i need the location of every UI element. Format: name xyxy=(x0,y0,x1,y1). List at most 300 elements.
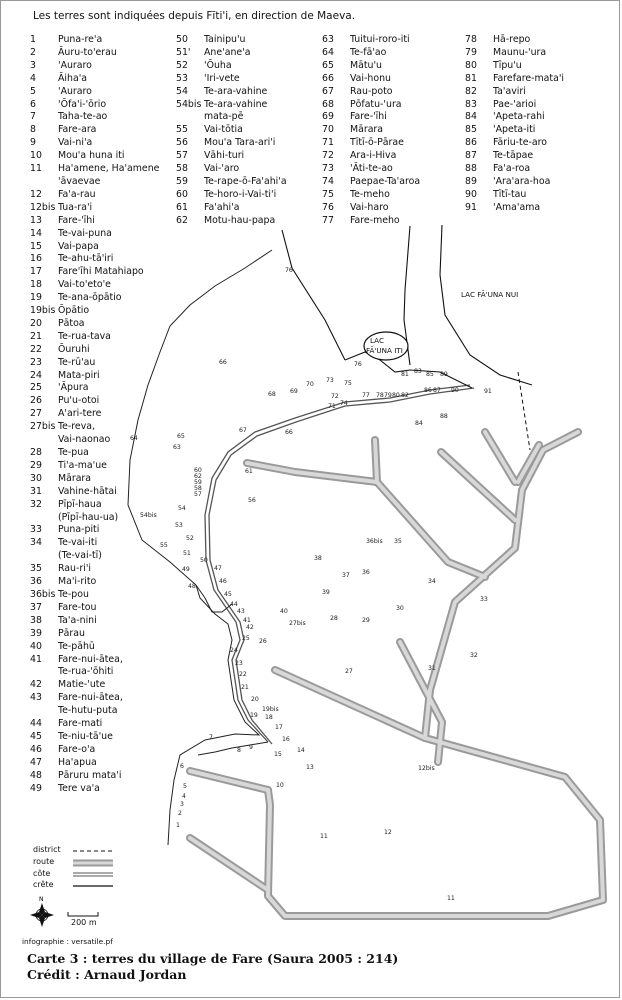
land-name: Mou'a huna iti xyxy=(58,150,125,162)
map-land-label: 70 xyxy=(306,381,314,388)
land-name: Fāriu-te-aro xyxy=(493,137,548,149)
land-name: Vai-ni'a xyxy=(58,137,93,149)
road-spur-4 xyxy=(375,440,485,577)
map-land-label: 54bis xyxy=(140,512,157,519)
map-land-label: 39 xyxy=(322,589,330,596)
land-number: 54 xyxy=(176,85,188,97)
map-land-label: 83 xyxy=(414,368,422,375)
land-number: 29 xyxy=(30,459,42,471)
land-name: Rau-poto xyxy=(350,85,393,97)
land-name: Mata-piri xyxy=(58,369,100,381)
land-name: Fa'ahi'a xyxy=(204,201,240,213)
land-name: Fare-ara xyxy=(58,124,97,136)
land-name: Vai-haro xyxy=(350,201,389,213)
legend-lines xyxy=(73,851,113,886)
land-name: Mārara xyxy=(350,124,384,136)
map-land-label: 87 xyxy=(433,387,441,394)
map-land-label: 28 xyxy=(330,615,338,622)
map-land-label: 1 xyxy=(176,822,180,829)
land-name: Ha'apua xyxy=(58,756,97,768)
land-number: 73 xyxy=(322,163,334,175)
land-name: Hā-repo xyxy=(493,34,531,45)
land-number: 76 xyxy=(322,201,334,213)
land-name: Pu'u-otoi xyxy=(58,395,100,407)
map-land-label: 19bis xyxy=(262,706,279,713)
land-name: 'āvaevae xyxy=(58,175,101,187)
land-number: 22 xyxy=(30,343,42,355)
map-land-label: 50 xyxy=(200,557,208,564)
land-number: 78 xyxy=(465,34,477,45)
map-land-label: 78 xyxy=(376,392,384,399)
land-number: 18 xyxy=(30,279,42,291)
land-name: Motu-hau-papa xyxy=(204,214,276,226)
land-number: 81 xyxy=(465,72,477,84)
land-name: A'ari-tere xyxy=(58,408,102,420)
land-number: 3 xyxy=(30,59,36,71)
map-land-label: 81 xyxy=(401,371,409,378)
land-name: Mou'a Tara-ari'i xyxy=(204,137,276,149)
land-name: mata-pē xyxy=(204,111,244,123)
land-number: 42 xyxy=(30,679,42,691)
land-name: Te-meho xyxy=(350,188,390,200)
land-number: 25 xyxy=(30,382,42,394)
caption-credit: Crédit : Arnaud Jordan xyxy=(27,967,187,982)
land-name: Tītī-tau xyxy=(493,188,527,200)
map-land-label: 30 xyxy=(396,605,404,612)
land-number: 16 xyxy=(30,253,42,265)
land-name: Ōpātio xyxy=(58,305,90,317)
land-number: 67 xyxy=(322,85,334,97)
land-number: 2 xyxy=(30,46,36,58)
map-land-label: 67 xyxy=(239,427,247,434)
map-land-label: 57 xyxy=(194,491,202,498)
land-number: 65 xyxy=(322,59,334,71)
land-name: Te-fā'ao xyxy=(350,46,387,58)
land-name: Vai-honu xyxy=(350,72,391,84)
land-name: Ta'a-nini xyxy=(58,614,97,626)
land-number: 86 xyxy=(465,137,477,149)
map-land-label: 91 xyxy=(484,388,492,395)
land-number: 36bis xyxy=(30,588,56,600)
land-number: 38 xyxy=(30,614,42,626)
land-number: 44 xyxy=(30,718,42,730)
land-name: Fa'a-rau xyxy=(58,188,96,200)
map-land-label: 3 xyxy=(180,801,184,808)
land-number: 5 xyxy=(30,85,36,97)
land-name: Farefare-mata'i xyxy=(493,72,565,84)
land-number: 63 xyxy=(322,34,334,45)
land-number: 48 xyxy=(30,769,42,781)
land-name: 'Ara'ara-hoa xyxy=(493,175,551,187)
land-number: 41 xyxy=(30,653,42,665)
land-name: Vai-naonao xyxy=(58,434,111,446)
land-number: 57 xyxy=(176,150,188,162)
land-number: 50 xyxy=(176,34,188,45)
map-land-label: 19 xyxy=(250,712,258,719)
land-number: 7 xyxy=(30,111,36,123)
land-name: Te-vai-puna xyxy=(58,227,112,239)
map-land-label: 45 xyxy=(224,591,232,598)
land-number: 60 xyxy=(176,188,188,200)
land-number: 1 xyxy=(30,34,36,45)
compass-north-label: N xyxy=(39,896,44,903)
land-number: 90 xyxy=(465,188,477,200)
land-name: Ane'ane'a xyxy=(204,46,251,58)
land-name: Pārau xyxy=(58,627,85,639)
land-number: 83 xyxy=(465,98,477,110)
land-number: 84 xyxy=(465,111,477,123)
land-number: 68 xyxy=(322,98,334,110)
land-number: 77 xyxy=(322,214,334,226)
land-number: 19bis xyxy=(30,305,56,317)
land-number: 51' xyxy=(176,46,191,58)
land-name: Fare'īhi Matahiapo xyxy=(58,266,144,278)
land-name: Pīpī-haua xyxy=(58,498,102,510)
map-land-label: 15 xyxy=(274,751,282,758)
land-name: Vai-to'eto'e xyxy=(58,279,111,291)
land-number: 27bis xyxy=(30,421,56,433)
map-land-label: 46 xyxy=(219,578,227,585)
map-land-label: 35 xyxy=(394,538,402,545)
land-name: (Pīpī-hau-ua) xyxy=(58,511,119,523)
land-name: Vahine-hātai xyxy=(58,485,117,497)
land-number: 88 xyxy=(465,163,477,175)
map-land-label: 36 xyxy=(362,569,370,576)
land-name: Pātoa xyxy=(58,317,85,329)
map-land-label: 11 xyxy=(447,895,455,902)
land-name: Fare-'īhi xyxy=(350,111,387,123)
land-number: 75 xyxy=(322,188,334,200)
map-land-label: 52 xyxy=(186,535,194,542)
land-name: Te-reva, xyxy=(58,421,95,433)
land-name: Vai-tōtia xyxy=(204,124,243,136)
land-number-labels xyxy=(130,267,492,902)
compass-rose xyxy=(30,903,54,927)
land-number: 61 xyxy=(176,201,188,213)
land-name: Fare-'īhi xyxy=(58,214,95,226)
land-name: Vai-'aro xyxy=(204,163,240,175)
map-land-label: 76 xyxy=(354,361,362,368)
map-land-label: 2 xyxy=(178,810,182,817)
map-land-label: 65 xyxy=(177,433,185,440)
land-name: Tuitui-roro-iti xyxy=(350,34,410,45)
land-number: 55 xyxy=(176,124,188,136)
map-land-label: 44 xyxy=(230,601,238,608)
map-land-label: 48 xyxy=(188,583,196,590)
map-land-label: 73 xyxy=(326,377,334,384)
land-name: Te-pou xyxy=(58,588,89,600)
land-name: (Te-vai-tī) xyxy=(58,550,102,562)
lake-fauna-iti-label-2: FĀ'UNA ITI xyxy=(366,346,403,355)
land-name: 'Iri-vete xyxy=(204,72,240,84)
map-land-label: 36bis xyxy=(366,538,383,545)
land-name: Ōuruhi xyxy=(58,343,90,355)
land-name: Pōfatu-'ura xyxy=(350,98,402,110)
map-land-label: 90 xyxy=(451,387,459,394)
land-name: 'Auraro xyxy=(58,59,92,71)
map-land-label: 27bis xyxy=(289,620,306,627)
lake-fauna-iti-label-1: LAC xyxy=(370,336,384,345)
map-land-label: 69 xyxy=(290,388,298,395)
map-land-label: 6 xyxy=(180,763,184,770)
land-name: Tītī-ō-Pārae xyxy=(350,137,404,149)
map-land-label: 43 xyxy=(237,608,245,615)
map-land-label: 16 xyxy=(282,736,290,743)
map-intro: Les terres sont indiquées depuis Fīti'i, en direction de Maeva. xyxy=(33,10,356,22)
land-number: 14 xyxy=(30,227,42,239)
land-name: 'Auraro xyxy=(58,85,92,97)
land-number: 30 xyxy=(30,472,42,484)
map-land-label: 11 xyxy=(320,833,328,840)
map-land-label: 51 xyxy=(183,550,191,557)
map-land-label: 21 xyxy=(241,684,249,691)
land-number: 37 xyxy=(30,601,42,613)
land-name: Paepae-Ta'aroa xyxy=(350,175,421,187)
land-number: 87 xyxy=(465,150,477,162)
land-number: 62 xyxy=(176,214,188,226)
land-number: 53 xyxy=(176,72,188,84)
land-name: Te-vai-iti xyxy=(58,537,98,549)
land-number: 28 xyxy=(30,447,42,458)
land-name: Te-ara-vahine xyxy=(204,98,268,110)
land-name: Fare-o'a xyxy=(58,743,96,755)
map-land-label: 72 xyxy=(331,393,339,400)
land-number: 70 xyxy=(322,124,334,136)
map-land-label: 34 xyxy=(428,578,436,585)
land-number: 15 xyxy=(30,240,42,252)
map-land-label: 40 xyxy=(280,608,288,615)
land-name: Ma'i-rito xyxy=(58,576,97,588)
land-name: 'Ōuha xyxy=(204,59,232,71)
map-land-label: 7 xyxy=(209,734,213,741)
land-name: Te-hutu-puta xyxy=(58,705,118,717)
land-number: 56 xyxy=(176,137,188,149)
land-name: Te-rape-ō-Fa'ahi'a xyxy=(204,175,287,187)
map-land-label: 61 xyxy=(245,468,253,475)
map-land-label: 53 xyxy=(175,522,183,529)
scale-label: 200 m xyxy=(71,918,97,927)
land-name: Fare-nui-ātea, xyxy=(58,692,123,704)
land-name: Fare-meho xyxy=(350,214,400,226)
land-name: Vai-papa xyxy=(58,240,99,252)
map-land-label: 82 xyxy=(401,392,409,399)
map-land-label: 25 xyxy=(242,635,250,642)
land-number: 17 xyxy=(30,266,42,278)
legend-label-district: district xyxy=(33,845,61,854)
map-land-label: 76 xyxy=(285,267,293,274)
land-name: Matie-'ute xyxy=(58,679,106,691)
map-land-label: 22 xyxy=(239,671,247,678)
map-land-label: 26 xyxy=(259,638,267,645)
land-name: Pae-'arioi xyxy=(493,98,537,110)
land-name: Āuru-to'erau xyxy=(58,46,117,58)
land-number: 91 xyxy=(465,201,477,213)
land-name: Mātu'u xyxy=(350,59,382,71)
map-land-label: 49 xyxy=(182,566,190,573)
land-name: 'Ama'ama xyxy=(493,201,541,213)
land-name: Ta'aviri xyxy=(493,85,526,97)
land-number: 24 xyxy=(30,369,42,381)
land-name: Vāhi-turi xyxy=(204,150,245,162)
land-number: 82 xyxy=(465,85,477,97)
map-land-label: 60 xyxy=(194,467,202,474)
map-land-label: 47 xyxy=(214,565,222,572)
caption-title: Carte 3 : terres du village de Fare (Saura 2005 : 214) xyxy=(27,951,399,966)
land-number: 35 xyxy=(30,563,42,575)
map-land-label: 79 xyxy=(384,392,392,399)
land-name: Puna-piti xyxy=(58,524,100,536)
land-number: 12bis xyxy=(30,201,56,213)
land-name: Ti'a-ma'ue xyxy=(58,459,107,471)
land-number: 23 xyxy=(30,356,42,368)
land-number: 26 xyxy=(30,395,42,407)
land-number: 36 xyxy=(30,576,42,588)
map-land-label: 77 xyxy=(362,392,370,399)
map-land-label: 5 xyxy=(183,783,187,790)
land-name: Te-ahu-tā'iri xyxy=(58,253,114,265)
land-number: 45 xyxy=(30,730,42,742)
legend-label-crete: crête xyxy=(33,880,54,890)
land-number: 43 xyxy=(30,692,42,704)
land-name: Te-ana-ōpātio xyxy=(58,292,122,304)
land-name: Pāruru mata'i xyxy=(58,769,122,781)
legend-label-route: route xyxy=(33,856,55,866)
land-number: 20 xyxy=(30,317,42,329)
land-name: Ara-i-Hiva xyxy=(350,150,397,162)
map-land-label: 71 xyxy=(328,403,336,410)
land-number: 13 xyxy=(30,214,42,226)
land-number: 34 xyxy=(30,537,42,549)
map-land-label: 64 xyxy=(130,435,138,442)
land-name: Tua-ra'i xyxy=(58,201,93,213)
lake-fauna-nui-label: LAC FĀ'UNA NUI xyxy=(461,290,519,299)
map-land-label: 18 xyxy=(265,714,273,721)
ridge-lines xyxy=(282,225,532,388)
land-name: Te-rua-'ōhiti xyxy=(58,666,114,678)
map-land-label: 88 xyxy=(440,413,448,420)
map-land-label: 68 xyxy=(268,391,276,398)
map-land-label: 59 xyxy=(194,479,202,486)
land-number: 46 xyxy=(30,743,42,755)
map-land-label: 13 xyxy=(306,764,314,771)
land-name: Tere va'a xyxy=(58,782,100,794)
map-land-label: 37 xyxy=(342,572,350,579)
map-land-label: 89 xyxy=(440,371,448,378)
land-number: 79 xyxy=(465,46,477,58)
legend xyxy=(33,844,61,891)
land-number: 8 xyxy=(30,124,36,136)
map-land-label: 24 xyxy=(230,647,238,654)
land-number: 52 xyxy=(176,59,188,71)
land-number: 32 xyxy=(30,498,42,510)
land-number: 58 xyxy=(176,163,188,175)
land-name: Maunu-'ura xyxy=(493,46,547,58)
land-number: 64 xyxy=(322,46,334,58)
land-name: Fare-tou xyxy=(58,601,97,613)
land-name: 'Apeta-iti xyxy=(493,124,536,136)
map-land-label: 66 xyxy=(219,359,227,366)
land-number: 69 xyxy=(322,111,334,123)
map-land-label: 85 xyxy=(426,371,434,378)
road-network-inner xyxy=(190,432,603,916)
land-number: 21 xyxy=(30,330,42,342)
map-caption xyxy=(27,951,398,983)
land-name: Te-pāhū xyxy=(58,640,95,652)
map-land-label: 8 xyxy=(237,747,241,754)
map-land-label: 9 xyxy=(249,744,253,751)
land-name: Fare-mati xyxy=(58,718,103,730)
map-land-label: 74 xyxy=(340,400,348,407)
map-land-label: 27 xyxy=(345,668,353,675)
land-number: 89 xyxy=(465,175,477,187)
land-name: Ha'amene, Ha'amene xyxy=(58,163,160,175)
coastline xyxy=(128,250,272,845)
land-name: Te-horo-i-Vai-ti'i xyxy=(204,188,277,200)
scale-bar xyxy=(68,912,98,916)
map-land-label: 12bis xyxy=(418,765,435,772)
land-number: 11 xyxy=(30,163,42,175)
land-name: Puna-re'a xyxy=(58,34,103,45)
map-land-label: 42 xyxy=(246,624,254,631)
map-land-label: 20 xyxy=(251,696,259,703)
land-name: Taha-te-ao xyxy=(58,111,108,123)
land-number: 54bis xyxy=(176,98,202,110)
land-name: Te-tāpae xyxy=(493,150,534,162)
map-land-label: 31 xyxy=(428,665,436,672)
land-name: Āiha'a xyxy=(58,72,88,84)
land-number: 74 xyxy=(322,175,334,187)
land-name: Tīpu'u xyxy=(493,59,522,71)
map-land-label: 75 xyxy=(344,380,352,387)
land-number: 10 xyxy=(30,150,42,162)
map-land-label: 66 xyxy=(285,429,293,436)
map-land-label: 62 xyxy=(194,473,202,480)
land-number: 6 xyxy=(30,98,36,110)
land-name: Rau-ri'i xyxy=(58,563,92,575)
land-name: Mārara xyxy=(58,472,92,484)
land-name: 'Apeta-rahi xyxy=(493,111,545,123)
map-land-label: 55 xyxy=(160,542,168,549)
map-land-label: 84 xyxy=(415,420,423,427)
land-name: 'Ōfa'i-'ōrio xyxy=(58,98,107,110)
land-number: 39 xyxy=(30,627,42,639)
land-number: 12 xyxy=(30,188,42,200)
land-name: Te-pua xyxy=(58,447,89,458)
land-number: 72 xyxy=(322,150,334,162)
map-land-label: 23 xyxy=(235,660,243,667)
land-number: 59 xyxy=(176,175,188,187)
map-land-label: 41 xyxy=(243,617,251,624)
map-land-label: 10 xyxy=(276,782,284,789)
land-name: 'Āpura xyxy=(58,382,89,394)
land-number: 9 xyxy=(30,137,36,149)
map-land-label: 54 xyxy=(178,505,186,512)
land-name: Fa'a-roa xyxy=(493,163,531,175)
land-number: 47 xyxy=(30,756,42,768)
land-number: 31 xyxy=(30,485,42,497)
map-land-label: 86 xyxy=(424,387,432,394)
land-number: 85 xyxy=(465,124,477,136)
land-name: Te-niu-tā'ue xyxy=(58,730,113,742)
map-land-label: 58 xyxy=(194,485,202,492)
map-land-label: 12 xyxy=(384,829,392,836)
land-number: 49 xyxy=(30,782,42,794)
land-number: 71 xyxy=(322,137,334,149)
land-number: 80 xyxy=(465,59,477,71)
land-number: 19 xyxy=(30,292,42,304)
land-name: 'Āti-te-ao xyxy=(350,163,393,175)
map-land-label: 56 xyxy=(248,497,256,504)
